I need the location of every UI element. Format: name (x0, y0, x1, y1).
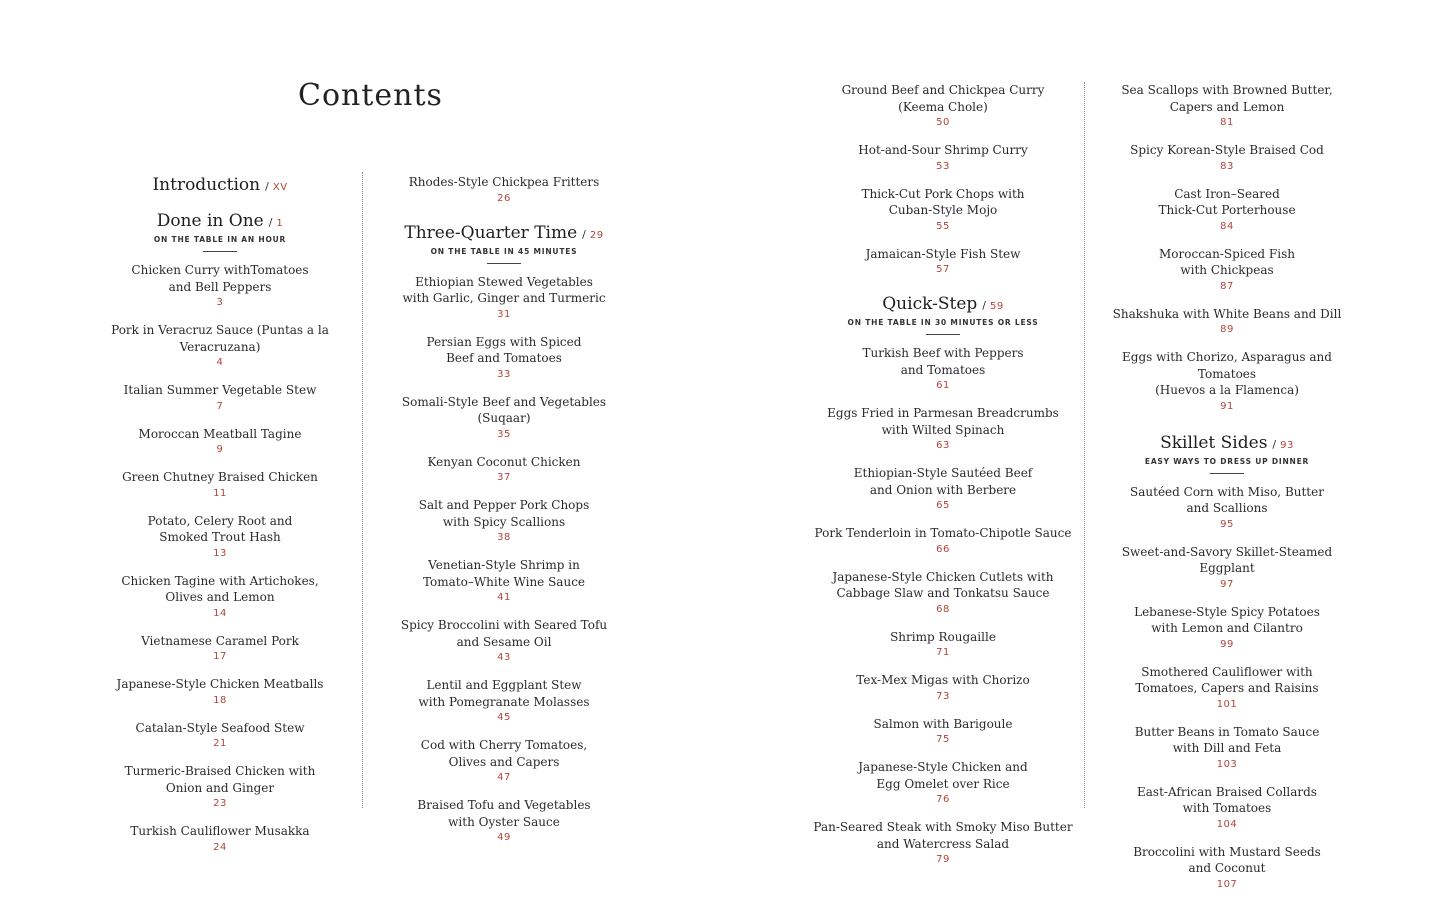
toc-entry[interactable] (136, 720, 305, 752)
toc-entry[interactable] (423, 557, 585, 605)
toc-entry[interactable] (832, 569, 1053, 617)
entry-page: 50 (936, 117, 950, 128)
toc-entry[interactable] (1130, 142, 1324, 174)
entry-list (813, 345, 1072, 879)
entry-title: Vietnamese Caramel Pork (141, 633, 299, 648)
toc-entry[interactable] (854, 465, 1033, 513)
entry-title: Moroccan Meatball Tagine (138, 426, 302, 441)
section-title: Done in One (156, 211, 264, 231)
entry-title: Catalan-Style Seafood Stew (135, 720, 305, 735)
section-title: Introduction (152, 175, 261, 195)
toc-entry[interactable] (1096, 544, 1358, 592)
toc-entry[interactable] (409, 174, 600, 206)
entry-title: Spicy Broccolini with Seared Tofu and Sesame Oil (400, 618, 608, 649)
toc-entry[interactable] (1130, 484, 1324, 532)
toc-entry[interactable] (858, 142, 1027, 174)
toc-entry[interactable] (1133, 844, 1321, 892)
entry-title: Pork in Veracruz Sauce (Puntas a la Veracruzana) (111, 323, 329, 354)
entry-page: 26 (497, 192, 511, 204)
section-separator: / (982, 299, 986, 312)
entry-page: 41 (497, 592, 511, 603)
entry-page: 13 (213, 547, 227, 559)
entry-page: 18 (213, 694, 227, 706)
entry-title: Shakshuka with White Beans and Dill (1112, 306, 1342, 321)
entry-title: Broccolini with Mustard Seeds and Coconut (1133, 844, 1321, 875)
entry-title: Rhodes-Style Chickpea Fritters (408, 175, 600, 189)
toc-entry[interactable] (418, 677, 589, 725)
entry-page: 99 (1220, 638, 1234, 650)
entry-page: 97 (1220, 578, 1234, 590)
entry-title: Thick-Cut Pork Chops with Cuban-Style Mojo (861, 186, 1025, 217)
entry-page: 49 (497, 832, 511, 843)
entry-page: 95 (1220, 518, 1234, 530)
toc-entry[interactable] (858, 759, 1027, 807)
toc-entry[interactable] (148, 513, 293, 561)
entry-page: 23 (213, 798, 227, 809)
entry-title: Smothered Cauliflower with Tomatoes, Capers and Raisins (1135, 664, 1319, 695)
entry-page: 21 (213, 738, 227, 749)
section-page: 59 (989, 301, 1004, 312)
entry-page: 17 (213, 651, 227, 662)
entry-title: Butter Beans in Tomato Sauce with Dill and Feta (1134, 724, 1320, 755)
section-separator: / (1272, 437, 1277, 451)
entry-page: 61 (936, 380, 950, 391)
section-introduction[interactable] (152, 174, 287, 196)
entry-title: Pan-Seared Steak with Smoky Miso Butter and Watercress Salad (813, 820, 1073, 851)
entry-page: 83 (1220, 160, 1234, 172)
entry-page: 66 (936, 543, 950, 555)
entry-title: Chicken Tagine with Artichokes, Olives and Lemon (121, 573, 319, 604)
column-divider (362, 172, 363, 808)
entry-title: Italian Summer Vegetable Stew (123, 383, 317, 397)
entry-list (1096, 484, 1358, 904)
entry-title: Sweet-and-Savory Skillet-Steamed Eggplant (1121, 544, 1333, 575)
entry-page: 68 (936, 603, 950, 615)
page-title: Contents (298, 78, 443, 113)
toc-entry[interactable] (401, 617, 607, 665)
entry-page: 75 (936, 734, 950, 745)
section-page: 1 (276, 218, 284, 229)
entry-title: Lentil and Eggplant Stew with Pomegranate Molasses (418, 678, 590, 709)
entry-title: Moroccan-Spiced Fish with Chickpeas (1159, 246, 1295, 277)
toc-entry[interactable] (815, 525, 1072, 557)
section-separator: / (582, 227, 586, 241)
toc-entry[interactable] (421, 737, 587, 785)
entry-page: 71 (936, 647, 950, 658)
entry-title: Kenyan Coconut Chicken (427, 454, 581, 469)
entry-title: Cod with Cherry Tomatoes, Olives and Capers (420, 738, 588, 769)
entry-page: 81 (1220, 117, 1234, 128)
section-rule (1210, 473, 1244, 474)
entry-title: Hot-and-Sour Shrimp Curry (858, 143, 1028, 157)
toc-entry[interactable] (125, 763, 316, 811)
entry-page: 79 (936, 854, 950, 865)
toc-entry[interactable] (419, 497, 590, 545)
toc-entry[interactable] (1121, 82, 1332, 130)
section-rule (487, 263, 521, 264)
entry-page: 37 (497, 472, 511, 483)
entry-page: 24 (213, 841, 227, 853)
toc-entry[interactable] (428, 454, 581, 486)
entry-title: Persian Eggs with Spiced Beef and Tomatoes (426, 334, 582, 365)
entry-page: 47 (497, 772, 511, 783)
entry-list (1096, 82, 1358, 426)
toc-entry[interactable] (1158, 186, 1295, 234)
entry-page: 76 (936, 794, 950, 805)
entry-page: 104 (1216, 818, 1238, 830)
entry-page: 87 (1220, 280, 1234, 292)
toc-entry[interactable] (862, 345, 1023, 393)
entry-title: Salmon with Barigoule (873, 716, 1013, 731)
toc-entry[interactable] (890, 629, 996, 661)
entry-title: Spicy Korean-Style Braised Cod (1130, 143, 1324, 157)
section-separator: / (265, 180, 269, 193)
entry-page: 101 (1216, 698, 1238, 710)
entry-title: Eggs Fried in Parmesan Breadcrumbs with Wilted Spinach (827, 406, 1059, 437)
entry-page: 43 (497, 652, 511, 663)
section-title: Skillet Sides (1160, 432, 1268, 453)
entry-title: Potato, Celery Root and Smoked Trout Hash (147, 513, 293, 544)
section-rule (926, 334, 960, 335)
entry-page: 31 (497, 308, 511, 320)
entry-page: 45 (497, 712, 511, 723)
entry-page: 53 (936, 160, 950, 172)
entry-title: Chicken Curry withTomatoes and Bell Peppers (131, 263, 309, 294)
column-divider (1084, 82, 1085, 808)
entry-title: Eggs with Chorizo, Asparagus and Tomatoes (Huevos a la Flamenca) (1122, 350, 1332, 397)
entry-page: 38 (497, 532, 511, 543)
entry-page: 4 (216, 357, 224, 368)
toc-entry[interactable] (417, 797, 590, 845)
entry-page: 14 (213, 607, 227, 619)
entry-title: Tex-Mex Migas with Chorizo (856, 673, 1030, 687)
entry-page: 65 (936, 500, 950, 511)
toc-entry[interactable] (402, 274, 605, 322)
section-done-in-one[interactable] (154, 210, 286, 252)
entry-page: 3 (216, 297, 224, 308)
entry-page: 107 (1216, 878, 1238, 890)
entry-title: East-African Braised Collards with Tomatoes (1137, 784, 1317, 815)
toc-entry[interactable] (1096, 349, 1358, 414)
toc-column-3 (812, 82, 1074, 879)
section-subtitle: ON THE TABLE IN 45 MINUTES (430, 246, 578, 256)
section-skillet-sides[interactable] (1145, 432, 1309, 474)
section-rule (203, 251, 237, 252)
section-page: 29 (589, 229, 604, 241)
section-subtitle: ON THE TABLE IN AN HOUR (153, 235, 287, 244)
toc-entry[interactable] (866, 246, 1021, 278)
toc-entry[interactable] (117, 676, 324, 708)
toc-entry[interactable] (427, 334, 582, 382)
toc-column-2 (384, 174, 624, 857)
section-title: Three-Quarter Time (404, 222, 578, 243)
toc-entry[interactable] (1135, 724, 1320, 772)
toc-entry[interactable] (122, 469, 318, 501)
entry-title: Sautéed Corn with Miso, Butter and Scallions (1130, 484, 1324, 515)
toc-entry[interactable] (1134, 604, 1320, 652)
entry-page: 73 (936, 690, 950, 702)
entry-title: Venetian-Style Shrimp in Tomato–White Wine Sauce (422, 558, 586, 589)
entry-title: Cast Iron–Seared Thick-Cut Porterhouse (1158, 186, 1296, 217)
entry-page: 35 (497, 428, 511, 440)
entry-title: Turkish Cauliflower Musakka (130, 824, 310, 838)
toc-entry[interactable] (131, 262, 308, 310)
entry-title: Turkish Beef with Peppers and Tomatoes (862, 346, 1024, 377)
entry-page: 57 (936, 264, 950, 275)
entry-title: Pork Tenderloin in Tomato-Chipotle Sauce (814, 526, 1072, 540)
section-quick-step[interactable] (848, 293, 1039, 335)
section-title: Quick-Step (882, 294, 978, 314)
entry-page: 91 (1220, 400, 1234, 412)
toc-entry[interactable] (1113, 306, 1342, 338)
section-separator: / (268, 216, 273, 229)
toc-entry[interactable] (874, 716, 1013, 748)
section-three-quarter-time[interactable] (404, 222, 603, 264)
section-page: 93 (1280, 439, 1294, 451)
toc-entry[interactable] (842, 82, 1045, 130)
entry-title: Somali-Style Beef and Vegetables (Suqaar) (401, 394, 607, 425)
toc-entry[interactable] (141, 633, 299, 665)
entry-title: Japanese-Style Chicken Meatballs (116, 677, 324, 691)
entry-title: Lebanese-Style Spicy Potatoes with Lemon and Cilantro (1134, 604, 1320, 635)
toc-column-4 (1096, 82, 1358, 904)
entry-page: 103 (1216, 758, 1238, 770)
entry-list (111, 262, 329, 867)
entry-title: Ethiopian Stewed Vegetables with Garlic, Ginger and Turmeric (402, 274, 606, 305)
entry-title: Jamaican-Style Fish Stew (865, 246, 1021, 261)
toc-entry[interactable] (827, 405, 1059, 453)
entry-page: 84 (1220, 220, 1234, 232)
toc-entry[interactable] (402, 394, 606, 442)
toc-entry[interactable] (1137, 784, 1317, 832)
toc-entry[interactable] (1135, 664, 1318, 712)
entry-title: Salt and Pepper Pork Chops with Spicy Scallions (418, 498, 590, 529)
toc-entry[interactable] (111, 322, 329, 370)
section-page: XV (272, 182, 288, 193)
toc-entry[interactable] (856, 672, 1029, 704)
entry-page: 11 (213, 487, 227, 499)
entry-title: Braised Tofu and Vegetables with Oyster Sauce (417, 798, 591, 829)
entry-page: 9 (216, 444, 224, 455)
entry-title: Japanese-Style Chicken and Egg Omelet over Rice (858, 760, 1028, 791)
toc-entry[interactable] (813, 819, 1072, 867)
entry-title: Green Chutney Braised Chicken (122, 470, 318, 484)
entry-page: 55 (936, 220, 950, 232)
entry-title: Ground Beef and Chickpea Curry (Keema Chole) (841, 83, 1045, 114)
toc-entry[interactable] (121, 573, 318, 621)
entry-title: Shrimp Rougaille (890, 629, 996, 644)
toc-entry[interactable] (130, 823, 309, 855)
entry-list (842, 82, 1045, 289)
entry-page: 7 (216, 400, 224, 412)
entry-title: Sea Scallops with Browned Butter, Capers and Lemon (1121, 83, 1333, 114)
toc-entry[interactable] (1159, 246, 1295, 294)
toc-entry[interactable] (139, 426, 302, 458)
entry-title: Turmeric-Braised Chicken with Onion and Ginger (124, 764, 316, 795)
entry-page: 63 (936, 440, 950, 451)
entry-list (401, 274, 607, 858)
toc-entry[interactable] (124, 382, 317, 414)
section-subtitle: ON THE TABLE IN 30 MINUTES OR LESS (847, 318, 1039, 327)
entry-title: Japanese-Style Chicken Cutlets with Cabbage Slaw and Tonkatsu Sauce (832, 569, 1054, 600)
entry-page: 33 (497, 368, 511, 380)
entry-page: 89 (1220, 324, 1234, 335)
toc-column-1 (100, 174, 340, 867)
entry-title: Ethiopian-Style Sautéed Beef and Onion with Berbere (853, 466, 1033, 497)
section-subtitle: EASY WAYS TO DRESS UP DINNER (1144, 456, 1310, 466)
toc-entry[interactable] (861, 186, 1024, 234)
